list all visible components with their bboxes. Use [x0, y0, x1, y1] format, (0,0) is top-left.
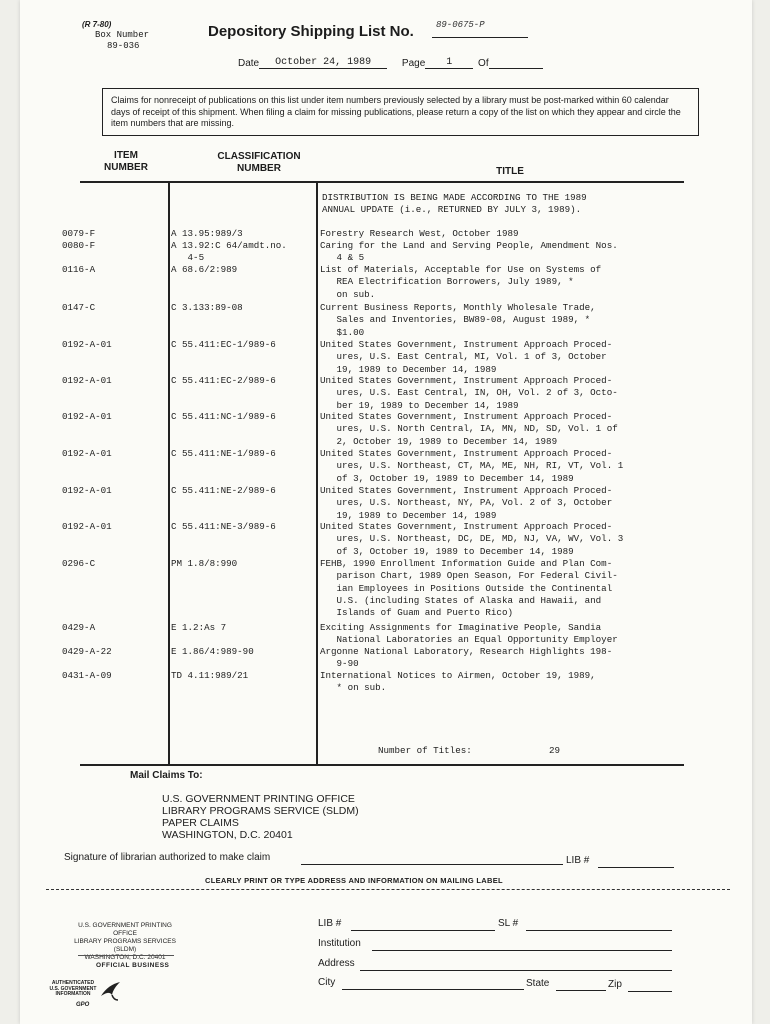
table-divider-left — [168, 181, 170, 764]
page-title: Depository Shipping List No. — [208, 23, 414, 40]
item-number: 0116-A — [62, 264, 96, 275]
classification-number: A 13.92:C 64/amdt.no. 4-5 — [171, 240, 287, 264]
institution-line[interactable] — [372, 950, 672, 951]
classification-number: C 55.411:NE-1/989-6 — [171, 448, 276, 459]
label-lib-line[interactable] — [351, 930, 495, 931]
column-header-classification: CLASSIFICATION NUMBER — [217, 151, 301, 174]
shipping-list-page — [20, 0, 752, 1024]
gpo-mark: GPO — [76, 1002, 90, 1008]
signature-line[interactable] — [301, 864, 563, 865]
classification-number: PM 1.8/8:990 — [171, 558, 238, 569]
publication-title: United States Government, Instrument Approach Proced- ures, U.S. Northeast, DC, DE, MD, NJ, VA, WV, Vol. 3 of 3, October 19, 1989 to December 14, 1989 — [320, 521, 624, 557]
classification-number: C 55.411:NC-1/989-6 — [171, 411, 276, 422]
item-number: 0192-A-01 — [62, 448, 112, 459]
page-value: 1 — [446, 57, 453, 68]
item-number: 0192-A-01 — [62, 485, 112, 496]
mail-address-line: LIBRARY PROGRAMS SERVICE (SLDM) — [162, 805, 359, 817]
publication-title: Caring for the Land and Serving People, Amendment Nos. 4 & 5 — [320, 240, 618, 264]
return-rule — [78, 955, 174, 956]
mail-address-line: PAPER CLAIMS — [162, 817, 239, 829]
official-business: OFFICIAL BUSINESS — [96, 962, 170, 969]
cut-line — [46, 889, 730, 890]
label-sl-label: SL # — [498, 918, 519, 929]
city-label: City — [318, 977, 336, 988]
classification-number: A 13.95:989/3 — [171, 228, 243, 239]
classification-number: A 68.6/2:989 — [171, 264, 238, 275]
publication-title: United States Government, Instrument Approach Proced- ures, U.S. Northeast, NY, PA, Vol. 2 of 3, October 19, 1989 to December 14, 1989 — [320, 485, 613, 521]
publication-title: United States Government, Instrument Approach Proced- ures, U.S. East Central, MI, Vol. 1 of 3, October 19, 1989 to December 14, 1989 — [320, 339, 613, 375]
column-header-title: TITLE — [496, 166, 524, 177]
lib-number-line[interactable] — [598, 867, 674, 868]
page-label: Page — [401, 58, 426, 69]
publication-title: Forestry Research West, October 1989 — [320, 228, 519, 239]
publication-title: Exciting Assignments for Imaginative People, Sandia National Laboratories an Equal Opportunity Employer — [320, 622, 618, 646]
label-sl-line[interactable] — [526, 930, 672, 931]
item-number: 0192-A-01 — [62, 411, 112, 422]
return-address-line: U.S. GOVERNMENT PRINTING OFFICE — [78, 922, 172, 937]
classification-number: C 55.411:NE-2/989-6 — [171, 485, 276, 496]
eagle-logo-icon — [98, 978, 124, 1004]
lib-number-label: LIB # — [566, 855, 590, 866]
title-count-value: 29 — [549, 745, 561, 756]
city-line[interactable] — [342, 989, 524, 990]
column-header-item: ITEM NUMBER — [104, 150, 148, 173]
item-number: 0431-A-09 — [62, 670, 112, 681]
authenticated-seal-text: AUTHENTICATED U.S. GOVERNMENT INFORMATION — [49, 980, 97, 997]
form-number: (R 7-80) — [82, 20, 112, 29]
classification-number: E 1.86/4:989-90 — [171, 646, 254, 657]
mail-address — [162, 793, 359, 841]
claims-notice: Claims for nonreceipt of publications on this list under item numbers previously selected by a library must be post-marked within 60 calendar days of receipt of this shipment. When filing a claim for missing publications, please return a copy of the list on which they appear and circle the item numbers that are missing. — [102, 88, 699, 136]
label-lib-label: LIB # — [318, 918, 342, 929]
institution-label: Institution — [318, 938, 361, 949]
item-number: 0147-C — [62, 302, 96, 313]
state-label: State — [526, 978, 550, 989]
item-number: 0429-A-22 — [62, 646, 112, 657]
item-number: 0080-F — [62, 240, 96, 251]
date-row — [238, 56, 543, 69]
item-number: 0429-A — [62, 622, 96, 633]
publication-title: FEHB, 1990 Enrollment Information Guide and Plan Com- parison Chart, 1989 Open Season, For Federal Civil- ian Employees in Positions Outside the Continental U.S. (including States of Alaska and Hawaii, and Islands of Guam and Puerto Rico) — [320, 558, 618, 619]
publication-title: United States Government, Instrument Approach Proced- ures, U.S. East Central, IN, OH, Vol. 2 of 3, Octo- ber 19, 1989 to December 14, 1989 — [320, 375, 618, 411]
table-top-rule — [80, 181, 684, 183]
classification-number: C 55.411:NE-3/989-6 — [171, 521, 276, 532]
list-number-line — [432, 37, 528, 38]
publication-title: Argonne National Laboratory, Research Highlights 198- 9-90 — [320, 646, 613, 670]
publication-title: Current Business Reports, Monthly Wholesale Trade, Sales and Inventories, BW89-08, August 1989, * $1.00 — [320, 302, 596, 338]
box-number-value: 89-036 — [107, 41, 140, 51]
return-address-line: LIBRARY PROGRAMS SERVICES (SLDM) — [74, 938, 176, 953]
publication-title: International Notices to Airmen, October 19, 1989, * on sub. — [320, 670, 596, 694]
date-label: Date — [238, 58, 260, 69]
table-divider-right — [316, 181, 318, 764]
box-number-label: Box Number — [95, 30, 150, 40]
address-label: Address — [318, 958, 355, 969]
publication-title: United States Government, Instrument Approach Proced- ures, U.S. Northeast, CT, MA, ME, NH, RI, VT, Vol. 1 of 3, October 19, 1989 to December 14, 1989 — [320, 448, 624, 484]
list-number: 89-0675-P — [436, 20, 485, 30]
item-number: 0192-A-01 — [62, 521, 112, 532]
state-line[interactable] — [556, 990, 606, 991]
publication-title: United States Government, Instrument Approach Proced- ures, U.S. North Central, IA, MN, ND, SD, Vol. 1 of 2, October 19, 1989 to December 14, 1989 — [320, 411, 618, 447]
classification-number: C 3.133:89-08 — [171, 302, 243, 313]
zip-line[interactable] — [628, 991, 672, 992]
classification-number: C 55.411:EC-2/989-6 — [171, 375, 276, 386]
classification-number: TD 4.11:989/21 — [171, 670, 249, 681]
signature-label: Signature of librarian authorized to make claim — [64, 852, 271, 863]
return-address — [66, 922, 184, 962]
address-line[interactable] — [360, 970, 672, 971]
date-value: October 24, 1989 — [275, 57, 372, 68]
clearly-print-instruction: CLEARLY PRINT OR TYPE ADDRESS AND INFORMATION ON MAILING LABEL — [205, 876, 503, 885]
item-number: 0296-C — [62, 558, 96, 569]
classification-number: E 1.2:As 7 — [171, 622, 227, 633]
table-bottom-rule — [80, 764, 684, 766]
zip-label: Zip — [608, 979, 622, 990]
item-number: 0192-A-01 — [62, 339, 112, 350]
distribution-note: DISTRIBUTION IS BEING MADE ACCORDING TO THE 1989 ANNUAL UPDATE (i.e., RETURNED BY JULY 3, 1989). — [322, 192, 587, 216]
item-number: 0192-A-01 — [62, 375, 112, 386]
item-number: 0079-F — [62, 228, 96, 239]
mail-address-line: U.S. GOVERNMENT PRINTING OFFICE — [162, 793, 355, 805]
publication-title: List of Materials, Acceptable for Use on Systems of REA Electrification Borrowers, July 1989, * on sub. — [320, 264, 602, 300]
mail-address-line: WASHINGTON, D.C. 20401 — [162, 829, 293, 841]
title-count-label: Number of Titles: — [378, 745, 472, 756]
mail-claims-label: Mail Claims To: — [130, 770, 203, 781]
of-label: Of — [478, 58, 489, 69]
return-address-line: WASHINGTON, D.C. 20401 — [84, 954, 166, 961]
classification-number: C 55.411:EC-1/989-6 — [171, 339, 276, 350]
